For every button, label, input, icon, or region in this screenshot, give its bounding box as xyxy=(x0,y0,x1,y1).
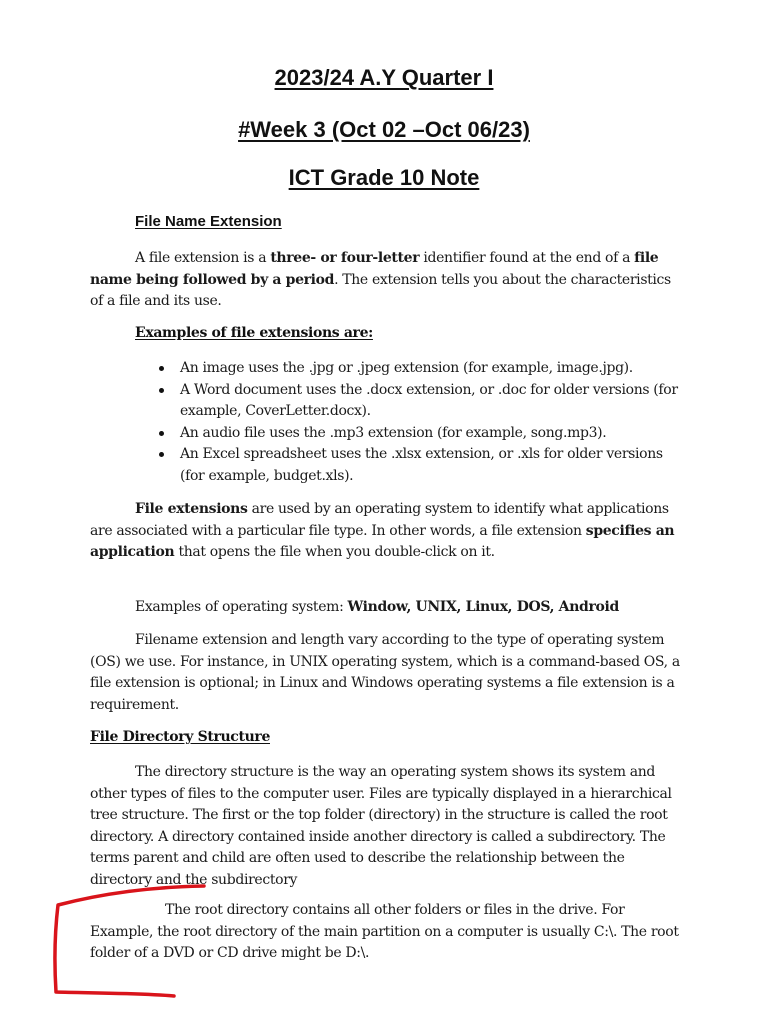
list-item: An audio file uses the .mp3 extension (for example, song.mp3). xyxy=(135,423,685,445)
directory-paragraph: The directory structure is the way an operating system shows its system and other types of files to the computer user. Files are typically displayed in a hierarchical tree structure. The first or the top folder (directory) in the structure is called the root directory. A directory contained inside another directory is called a subdirectory. The terms parent and child are often used to describe the relationship between the directory and the subdirectory xyxy=(90,764,672,888)
note-heading: ICT Grade 10 Note xyxy=(288,165,480,190)
year-heading: 2023/24 A.Y Quarter I xyxy=(274,65,494,90)
week-heading: #Week 3 (Oct 02 –Oct 06/23) xyxy=(238,117,530,142)
usage-paragraph: File extensions are used by an operating system to identify what applications are associated with a particular file type. In other words, a file extension specifies an application that opens the file when you double-click on it. xyxy=(90,501,675,560)
length-paragraph: Filename extension and length vary according to the type of operating system (OS) we use. For instance, in UNIX operating system, which is a command-based OS, a file extension is optional; in Linux and Windows operating systems a file extension is a requirement. xyxy=(90,632,680,713)
root-directory-paragraph: The root directory contains all other folders or files in the drive. For Example, the root directory of the main partition on a computer is usually C:\. The root folder of a DVD or CD drive might be D:\. xyxy=(90,902,679,961)
list-item: An image uses the .jpg or .jpeg extension (for example, image.jpg). xyxy=(135,358,685,380)
examples-list xyxy=(135,358,685,487)
file-directory-title: File Directory Structure xyxy=(90,729,270,745)
list-item: An Excel spreadsheet uses the .xlsx extension, or .xls for older versions (for example, budget.xls). xyxy=(135,444,685,487)
extension-definition-paragraph: A file extension is a three- or four-letter identifier found at the end of a file name being followed by a period. The extension tells you about the characteristics of a file and its use. xyxy=(90,250,671,309)
examples-title: Examples of file extensions are: xyxy=(135,325,373,341)
os-examples-paragraph: Examples of operating system: Window, UNIX, Linux, DOS, Android xyxy=(135,599,619,615)
file-name-extension-title: File Name Extension xyxy=(135,213,282,230)
list-item: A Word document uses the .docx extension, or .doc for older versions (for example, CoverLetter.docx). xyxy=(135,380,685,423)
